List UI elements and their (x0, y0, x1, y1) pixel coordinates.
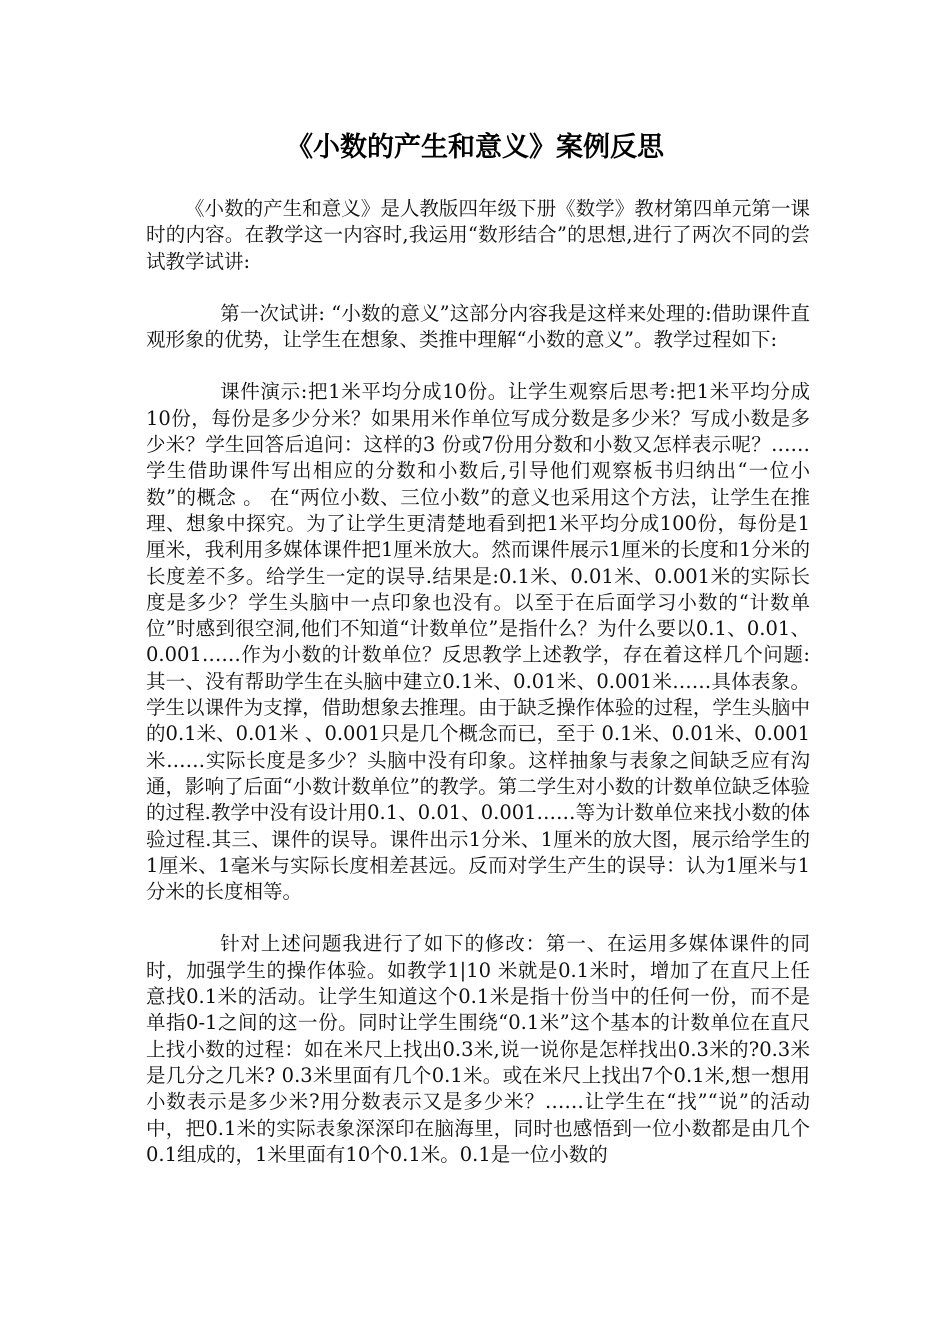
paragraph-revision: 针对上述问题我进行了如下的修改：第一、在运用多媒体课件的同时，加强学生的操作体验。如教学1|10 米就是0.1米时，增加了在直尺上任意找0.1米的活动。让学生知道这个0.1米是指十份当中的任何一份，而不是单指0-1之间的这一份。同时让学生围绕“0.1米”这个基本的计数单位在直尺上找小数的过程：如在米尺上找出0.3米,说一说你是怎样找出0.3米的?0.3米是几分之几米? 0.3米里面有几个0.1米。或在米尺上找出7个0.1米,想一想用小数表示是多少米?用分数表示又是多少米？……让学生在“找”“说”的活动中，把0.1米的实际表象深深印在脑海里，同时也感悟到一位小数都是由几个0.1组成的，1米里面有10个0.1米。0.1是一位小数的 (146, 932, 810, 1166)
paragraph-intro: 《小数的产生和意义》是人教版四年级下册《数学》教材第四单元第一课时的内容。在教学这一内容时,我运用“数形结合”的思想,进行了两次不同的尝试教学试讲: (146, 197, 810, 273)
document-body (146, 196, 810, 1168)
paragraph-courseware-demo: 课件演示:把1米平均分成10份。让学生观察后思考:把1米平均分成10份，每份是多少分米？如果用米作单位写成分数是多少米？写成小数是多少米？学生回答后追问：这样的3 份或7份用分数和小数又怎样表示呢？……学生借助课件写出相应的分数和小数后,引导他们观察板书归纳出“一位小数”的概念 。 在“两位小数、三位小数”的意义也采用这个方法，让学生在推理、想象中探究。为了让学生更清楚地看到把1米平均分成100份，每份是1厘米，我利用多媒体课件把1厘米放大。然而课件展示1厘米的长度和1分米的长度差不多。给学生一定的误导.结果是:0.1米、0.01米、0.001米的实际长度是多少？学生头脑中一点印象也没有。以至于在后面学习小数的“计数单位”时感到很空洞,他们不知道“计数单位”是指什么？为什么要以0.1、0.01、0.001……作为小数的计数单位？反思教学上述教学，存在着这样几个问题:其一、没有帮助学生在头脑中建立0.1米、0.01米、0.001米……具体表象。学生以课件为支撑，借助想象去推理。由于缺乏操作体验的过程，学生头脑中的0.1米、0.01米 、0.001只是几个概念而已，至于 0.1米、0.01米、0.001米……实际长度是多少？头脑中没有印象。这样抽象与表象之间缺乏应有沟通，影响了后面“小数计数单位”的教学。第二学生对小数的计数单位缺乏体验的过程.教学中没有设计用0.1、0.01、0.001……等为计数单位来找小数的体验过程.其三、课件的误导。课件出示1分米、1厘米的放大图，展示给学生的1厘米、1毫米与实际长度相差甚远。反而对学生产生的误导：认为1厘米与1分米的长度相等。 (146, 380, 810, 904)
paragraph-first-trial: 第一次试讲: “小数的意义”这部分内容我是这样来处理的:借助课件直观形象的优势，让学生在想象、类推中理解“小数的意义”。教学过程如下: (146, 301, 810, 352)
document-title: 《小数的产生和意义》案例反思 (286, 132, 664, 163)
